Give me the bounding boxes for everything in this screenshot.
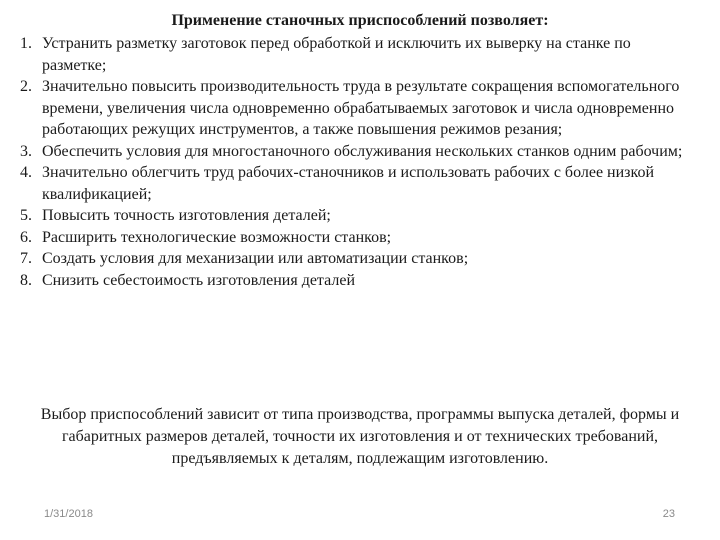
list-item: [20, 227, 696, 249]
conclusion-paragraph: Выбор приспособлений зависит от типа производства, программы выпуска деталей, формы и габаритных размеров деталей, точности их изготовления и от технических требований, предъявляемых к деталям, подлежащим изготовлению.: [40, 406, 680, 467]
list-item: [20, 162, 696, 205]
list-item-text: Создать условия для механизации или автоматизации станков;: [42, 250, 469, 267]
list-item-number: 5.: [20, 207, 32, 224]
list-item-number: 1.: [20, 35, 32, 52]
list-item: [20, 248, 696, 270]
list-item-number: 2.: [20, 78, 32, 95]
list-item-number: 8.: [20, 271, 32, 289]
list-item: [20, 141, 696, 163]
list-item-text: Повысить точность изготовления деталей;: [42, 207, 331, 224]
list-item: [20, 76, 696, 141]
footer-date: 1/31/2018: [44, 508, 93, 520]
slide-title: Применение станочных приспособлений позволяет:: [171, 12, 549, 29]
list-item-text: Устранить разметку заготовок перед обработкой и исключить их выверку на станке по разметке;: [42, 35, 631, 74]
list-item-number: 4.: [20, 164, 32, 181]
page-number: 23: [662, 508, 675, 520]
list-item-text: Значительно повысить производительность труда в результате сокращения вспомогательного времени, увеличения числа одновременно обрабатываемых заготовок и числа одновременно работающих режущих инструментов, а также повышения режимов резания;: [42, 78, 680, 138]
list-item-number: 6.: [20, 228, 32, 246]
list-item-text: Снизить себестоимость изготовления деталей: [42, 271, 356, 289]
advantages-list: [20, 33, 696, 291]
list-item: [20, 33, 696, 76]
list-item: [20, 270, 696, 292]
list-item-number: 7.: [20, 250, 32, 267]
list-item-text: Расширить технологические возможности станков;: [42, 228, 392, 246]
list-item: [20, 205, 696, 227]
list-item-text: Обеспечить условия для многостаночного обслуживания нескольких станков одним рабочим;: [42, 142, 683, 160]
list-item-text: Значительно облегчить труд рабочих-станочников и использовать рабочих с более низкой квалификацией;: [42, 164, 655, 203]
list-item-number: 3.: [20, 142, 32, 160]
